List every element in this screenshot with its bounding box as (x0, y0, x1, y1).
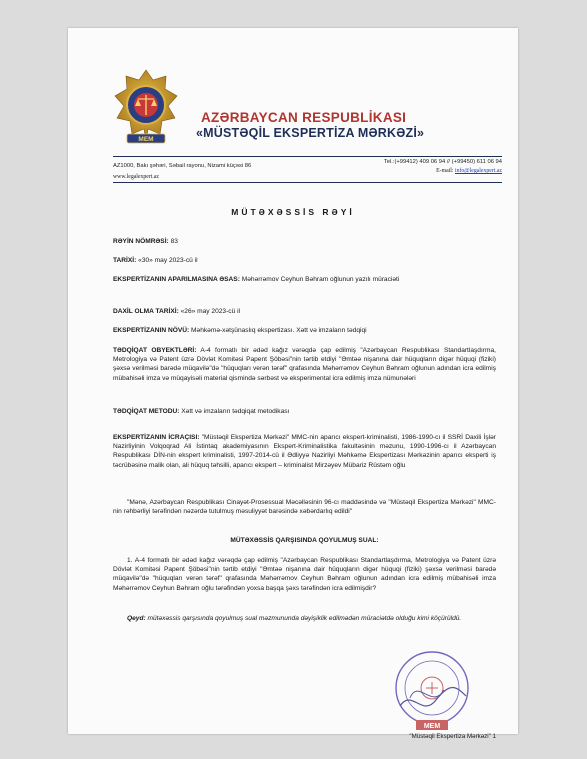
document-title: MÜTƏXƏSSİS RƏYİ (231, 207, 355, 217)
field-value: «30» may 2023-cü il (136, 257, 198, 264)
research-objects-field (113, 346, 496, 383)
email-link[interactable]: info@legalexpert.az (454, 168, 502, 174)
field-label: EKSPERTİZANIN NÖVÜ: (113, 327, 190, 334)
basis-field (113, 275, 496, 284)
org-name-line2: «MÜSTƏQİL EKSPERTİZA MƏRKƏZİ» (196, 126, 425, 140)
organization-emblem (113, 68, 179, 148)
field-label: EKSPERTİZANIN APARILMASINA ƏSAS: (113, 276, 240, 283)
field-value: «26» may 2023-cü il (178, 308, 241, 315)
field-value: Məhkəmə-xətşünaslıq ekspertizası. Xətt və imzaların tədqiqi (189, 327, 367, 334)
field-value: "Müstəqil Ekspertiza Mərkəzi" MMC-nin aparıcı ekspert-kriminalisti, 1986-1990-cı il SSRİ Daxili İşlər Nazirliyinin Volqoqrad Ali İstintaq akademiyasının Ekspert-Kriminalistika fakultəsinin məzunu, 1990-1996-cı il Azərbaycan Respublikası DİN-nin ekspert kriminalisti, 1997-2014-cü il Ədliyyə Nazirliyi Məhkəmə Ekspertizası Mərkəzinin aparıcı eksperti iş təcrübəsinə malik olan, ali hüquq təhsilli, aparıcı ekspert – kriminalist Mirzəyev Mübariz Rüstəm oğlu (113, 434, 497, 469)
field-label: TƏDQİQAT OBYEKTLƏRİ: (113, 347, 197, 354)
executor-field (113, 433, 496, 470)
field-value: 83 (168, 238, 178, 245)
question-heading: MÜTƏXƏSSİS QARŞISINDA QOYULMUŞ SUAL: (230, 537, 379, 544)
header-divider-top (113, 156, 502, 157)
official-stamp (392, 648, 472, 734)
field-label: TƏDQİQAT METODU: (113, 408, 180, 415)
org-name-line1: AZƏRBAYCAN RESPUBLİKASI (201, 110, 407, 125)
date-field (113, 256, 496, 265)
field-label: TARİXİ: (113, 257, 137, 264)
note-label: Qeyd: (127, 615, 146, 622)
org-address: AZ1000, Bakı şəhəri, Səbail rayonu, Nizami küçəsi 86 (113, 163, 252, 169)
field-label: RƏYİN NÖMRƏSİ: (113, 238, 169, 245)
research-method-field (113, 407, 496, 416)
received-date-field (113, 307, 496, 316)
expertise-type-field (113, 326, 496, 335)
email-label: E-mail: (436, 168, 455, 174)
note-field (113, 614, 496, 623)
field-label: DAXİL OLMA TARİXİ: (113, 308, 179, 315)
opinion-number-field (113, 237, 496, 246)
question-text: 1. A-4 formatlı bir ədəd kağız vərəqdə çap edilmiş "Azərbaycan Respublikası Standartlaşdırma, Metrologiya və Patent üzrə Dövlət Komitəsi Papent Şöbəsi"nin tərtib etdiyi "Əmtəə nişanına dair hüquqların digər hüquqi (fiziki) şəxsə verilməsi barədə müqavilə"də "hüquqları verən tərəf" qrafasında Məhərrəmov Ceyhun Bəhram oğlunun adından icra edilmiş mübahisəli imza Məhərrəmov Ceyhun Bəhram oğlu tərəfindən yoxsa başqa şəxs tərəfindən icra edilmişdir? (113, 557, 496, 592)
liability-warning: "Mənə, Azərbaycan Respublikası Cinayət-Prosessual Məcəlləsinin 96-cı maddəsində və "Müstəqil Ekspertiza Mərkəzi" MMC-nin rəhbərliyi tərəfindən nəzərdə tutulmuş məsuliyyət barəsində xəbərdarlıq edildi" (113, 499, 496, 516)
stamp-label: MEM (423, 723, 441, 730)
org-email (436, 168, 502, 174)
field-value: Xətt və imzaların tədqiqat metodikası (179, 408, 290, 415)
org-phone: Tel.:(+99412) 409 06 94 // (+99450) 611 06 94 (383, 159, 502, 165)
page-footer: "Müstəqil Ekspertiza Mərkəzi" 1 (409, 733, 496, 740)
header-divider-bottom (113, 182, 502, 183)
field-value: Məhərrəmov Ceyhun Bəhram oğlunun yazılı müraciəti (239, 276, 400, 283)
document-page (68, 28, 518, 740)
org-website[interactable]: www.legalexpert.az (113, 174, 159, 180)
emblem-label: MEM (138, 136, 154, 143)
field-label: EKSPERTİZANIN İCRAÇISI: (113, 434, 200, 441)
note-text: mütəxəssis qarşısında qoyulmuş sual məzmununda dəyişiklik edilmədən müraciətdə olduğu kimi köçürüldü. (145, 615, 462, 622)
field-value: A-4 formatlı bir ədəd kağız vərəqdə çap edilmiş "Azərbaycan Respublikası Standartlaşdırma, Metrologiya və Patent üzrə Dövlət Komitəsi Papent Şöbəsi"nin tərtib etdiyi "Əmtəə nişanına dair hüquqların digər hüquqi (fiziki) şəxsə verilməsi barədə müqavilə"də "hüquqları verən tərəf" qrafasında Məhərrəmov Ceyhun Bəhram oğlunun adından icra edilmiş mübahisəli imza və müqayisəli material qismində sərbəst və eksperimental icra edilmiş imza nümunələri (113, 347, 496, 382)
